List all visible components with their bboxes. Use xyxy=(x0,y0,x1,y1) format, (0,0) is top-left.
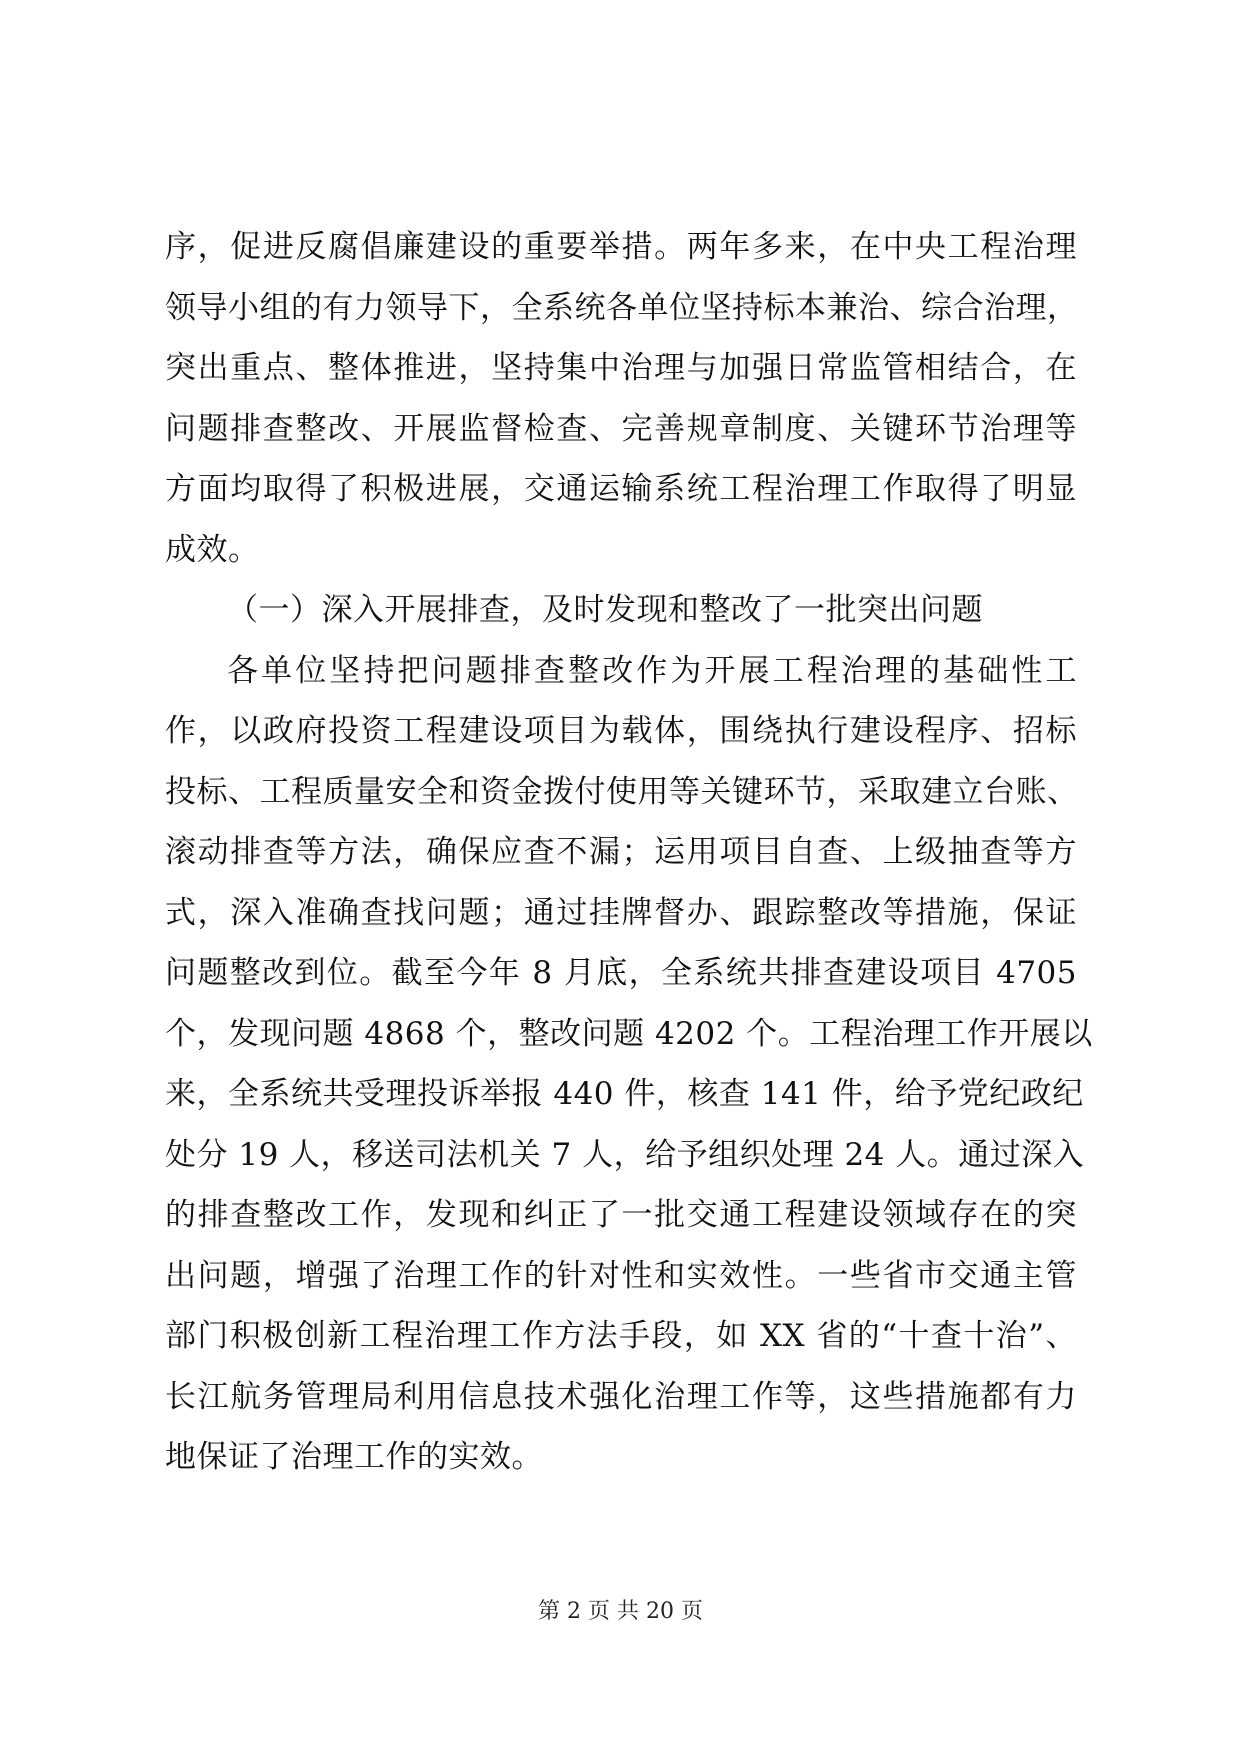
body-text-line: 领导小组的有力领导下，全系统各单位坚持标本兼治、综合治理， xyxy=(165,289,1079,326)
section-heading: （一）深入开展排查，及时发现和整改了一批突出问题 xyxy=(227,592,983,628)
body-text-line: 问题整改到位。截至今年 8 月底，全系统共排查建设项目 4705 xyxy=(165,955,1077,991)
body-text-line: 长江航务管理局利用信息技术强化治理工作等，这些措施都有力 xyxy=(165,1378,1077,1415)
document-body xyxy=(165,228,1093,1499)
body-text-line: 式，深入准确查找问题；通过挂牌督办、跟踪整改等措施，保证 xyxy=(165,894,1077,931)
body-text-line: 部门积极创新工程治理工作方法手段，如 XX 省的“十查十治”、 xyxy=(165,1318,1077,1354)
body-text-line: 地保证了治理工作的实效。 xyxy=(165,1439,543,1475)
body-text-line: 序，促进反腐倡廉建设的重要举措。两年多来，在中央工程治理 xyxy=(165,229,1077,265)
body-text-line: 成效。 xyxy=(165,531,260,568)
body-text-line: 来，全系统共受理投诉举报 440 件，核查 141 件，给予党纪政纪 xyxy=(165,1076,1084,1112)
body-text-line: 问题排查整改、开展监督检查、完善规章制度、关键环节治理等 xyxy=(165,410,1077,447)
body-text-line: 出问题，增强了治理工作的针对性和实效性。一些省市交通主管 xyxy=(165,1257,1077,1294)
body-text-line: 的排查整改工作，发现和纠正了一批交通工程建设领域存在的突 xyxy=(165,1197,1077,1233)
page-footer: 第 2 页 共 20 页 xyxy=(538,1599,703,1624)
body-text-line: 作，以政府投资工程建设项目为载体，围绕执行建设程序、招标 xyxy=(165,713,1077,749)
body-text-line: 个，发现问题 4868 个，整改问题 4202 个。工程治理工作开展以 xyxy=(165,1015,1093,1052)
body-text-line: 方面均取得了积极进展，交通运输系统工程治理工作取得了明显 xyxy=(165,471,1077,507)
body-text-line: 突出重点、整体推进，坚持集中治理与加强日常监管相结合，在 xyxy=(165,350,1077,386)
body-text-line: 各单位坚持把问题排查整改作为开展工程治理的基础性工 xyxy=(227,652,1077,689)
body-text-line: 投标、工程质量安全和资金拨付使用等关键环节，采取建立台账、 xyxy=(165,773,1079,810)
body-text-line: 滚动排查等方法，确保应查不漏；运用项目自查、上级抽查等方 xyxy=(165,834,1077,870)
body-text-line: 处分 19 人，移送司法机关 7 人，给予组织处理 24 人。通过深入 xyxy=(165,1136,1085,1173)
